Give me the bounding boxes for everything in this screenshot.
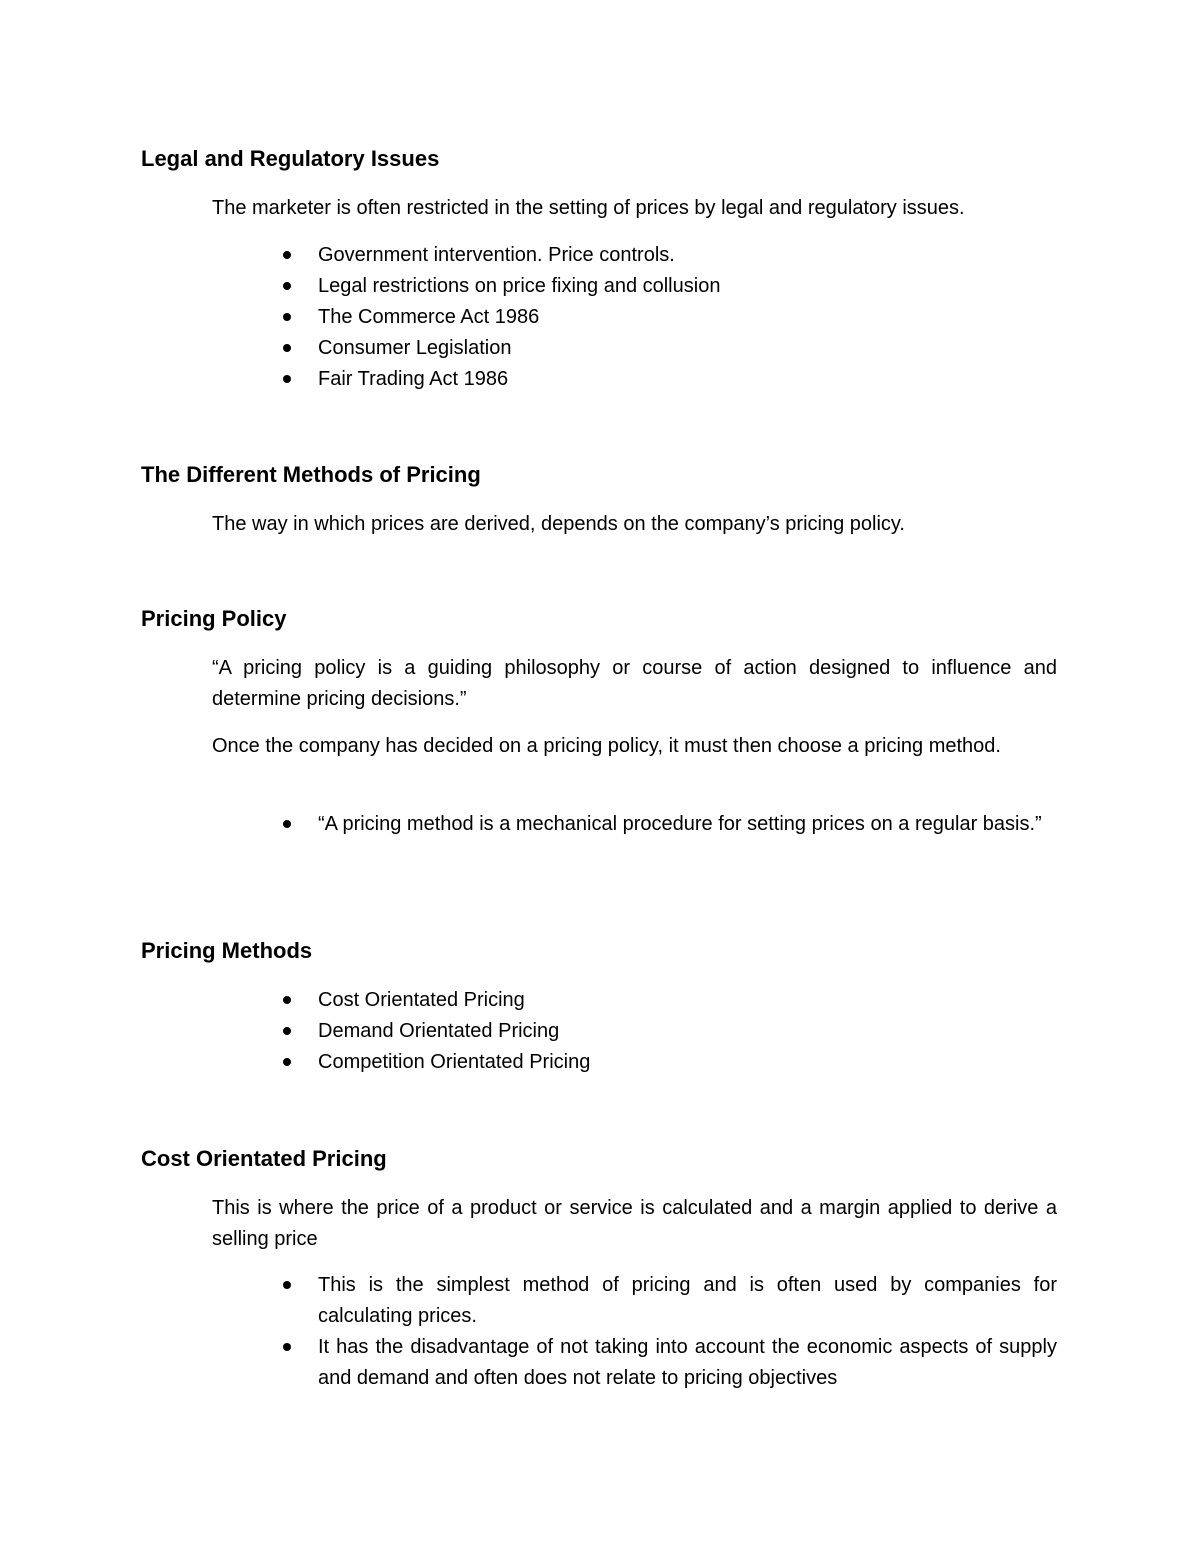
paragraph: This is where the price of a product or service is calculated and a margin applied to derive a selling price: [212, 1197, 1057, 1250]
section-heading: Pricing Methods: [141, 938, 313, 963]
paragraph: The marketer is often restricted in the setting of prices by legal and regulatory issues.: [212, 197, 965, 219]
bullet-icon: [283, 1281, 291, 1289]
bullet-icon: [283, 1027, 291, 1035]
section-heading: Pricing Policy: [141, 606, 287, 631]
bullet-icon: [283, 313, 291, 321]
list-item: Fair Trading Act 1986: [283, 364, 1057, 395]
paragraph: The way in which prices are derived, depends on the company’s pricing policy.: [212, 513, 905, 535]
list-item: “A pricing method is a mechanical procedure for setting prices on a regular basis.”: [283, 809, 1057, 840]
bullet-icon: [283, 375, 291, 383]
list-item: The Commerce Act 1986: [283, 302, 1057, 333]
bullet-icon: [283, 996, 291, 1004]
bullet-icon: [283, 282, 291, 290]
bullet-icon: [283, 251, 291, 259]
list-item: Demand Orientated Pricing: [283, 1016, 1057, 1047]
bullet-list: [283, 809, 1057, 840]
bullet-icon: [283, 1058, 291, 1066]
list-item: This is the simplest method of pricing and is often used by companies for calculating prices.: [283, 1270, 1057, 1332]
section-heading: The Different Methods of Pricing: [141, 462, 481, 487]
bullet-icon: [283, 1343, 291, 1351]
bullet-list: [283, 985, 1057, 1078]
paragraph: “A pricing policy is a guiding philosophy or course of action designed to influence and determine pricing decisions.”: [212, 657, 1057, 710]
section-heading: Cost Orientated Pricing: [141, 1146, 387, 1171]
list-item: Government intervention. Price controls.: [283, 240, 1057, 271]
bullet-list: [283, 240, 1057, 395]
list-item: Consumer Legislation: [283, 333, 1057, 364]
list-item: It has the disadvantage of not taking into account the economic aspects of supply and demand and often does not relate to pricing objectives: [283, 1332, 1057, 1394]
list-item: Competition Orientated Pricing: [283, 1047, 1057, 1078]
section-heading: Legal and Regulatory Issues: [141, 146, 440, 171]
bullet-icon: [283, 820, 291, 828]
bullet-icon: [283, 344, 291, 352]
list-item: Legal restrictions on price fixing and collusion: [283, 271, 1057, 302]
bullet-list: [283, 1270, 1057, 1394]
list-item: Cost Orientated Pricing: [283, 985, 1057, 1016]
paragraph: Once the company has decided on a pricing policy, it must then choose a pricing method.: [212, 735, 1001, 757]
